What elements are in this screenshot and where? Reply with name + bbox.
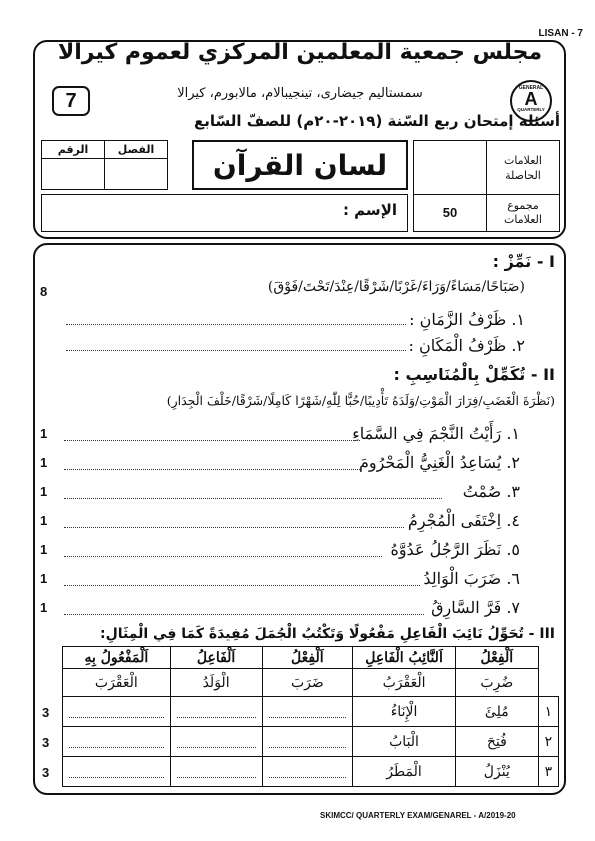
section2-mark-6: 1 [40,571,48,586]
row-subject-cell: الْبَابُ [353,727,456,757]
section3-title: III - تُحَوِّلُ نَائِبَ الْفَاعِلِ مَفْعُولًا وَتَكْتُبُ الْجُمَلَ مُفِيدَةً كَمَا فِي الْمِثَالِ: [100,626,555,642]
example-cell: الْعَقْرَبُ [353,669,456,697]
page-code: LISAN - 7 [538,28,583,39]
section2-item-4: ٤. اِخْتَفَى الْمُجْرِمُ [407,511,520,530]
row-number-cell: ١ [538,697,558,727]
answer-cell[interactable] [170,757,262,787]
marks-obtained-label-box [486,140,560,195]
total-marks-label: مجموع العلامات [504,199,542,226]
section1-item-2: ٢. ظَرْفُ الْمَكَانِ : [408,336,525,355]
section2-mark-3: 1 [40,484,48,499]
header-cell-active-verb: اَلْفِعْلُ [262,647,353,669]
section2-answer-6[interactable] [64,585,420,586]
section2-answer-2[interactable] [64,469,360,470]
section1-word-bank: (صَبَاحًا/مَسَاءً/وَرَاءَ/غَرْبًا/شَرْقًا/عِنْدَ/تَحْتَ/فَوْقَ) [267,279,525,295]
section2-item-3: ٣. صُمْتُ [462,482,520,501]
total-marks-value-box [413,194,487,232]
marks-obtained-label: العلامات الحاصلة [504,154,542,182]
table-row [63,697,559,727]
logo-top-text: GENERAL [518,85,544,91]
class-number: 7 [65,90,77,112]
example-cell: الْعَقْرَبَ [63,669,171,697]
section1-mark: 8 [40,284,48,299]
section3-mark-1: 3 [42,705,50,720]
row-subject-cell: الْمَطَرُ [353,757,456,787]
marks-obtained-value-box [413,140,487,195]
section2-mark-7: 1 [40,600,48,615]
row-number-cell: ٢ [538,727,558,757]
roll-label: الرقم [42,141,104,159]
logo-letter: A [524,89,538,109]
row-verb-cell: يُنْزَلُ [455,757,538,787]
row-verb-cell: فُتِحَ [455,727,538,757]
section2-mark-4: 1 [40,513,48,528]
division-box [104,140,168,190]
footer-code: SKIMCC/ QUARTERLY EXAM/GENAREL - A/2019-20 [320,811,516,820]
section2-mark-5: 1 [40,542,48,557]
section3-mark-3: 3 [42,765,50,780]
class-number-badge [52,86,90,116]
exam-title: أسئلة إمتحان ربع السّنة (٢٠١٩-٢٠م) للصفّ السّابع [194,112,560,130]
answer-cell[interactable] [262,727,353,757]
section2-answer-7[interactable] [64,614,424,615]
section1-answer-2[interactable] [66,350,406,351]
answer-cell[interactable] [63,697,171,727]
section1-item-1: ١. ظَرْفُ الزَّمَانِ : [409,310,525,329]
total-marks-value: 50 [442,205,458,220]
section2-item-5: ٥. نَظَرَ الرَّجُلُ عَدُوَّهُ [390,540,520,559]
answer-cell[interactable] [63,757,171,787]
division-label: الفصل [105,141,167,159]
table-row [63,669,559,697]
section2-item-6: ٦. ضَرَبَ الْوَالِدُ [423,569,520,588]
logo-bottom-text: QUARTERLY [517,107,545,112]
table-header-row [63,647,559,669]
address: سمستاليم جيضارى، تينجيبالام، مالابورم، كيرالا [177,86,423,101]
section2-title: II - تُكَمِّلْ بِالْمُنَاسِبِ : [393,365,555,384]
subject-title: لسان القرآن [212,149,388,182]
section2-answer-3[interactable] [64,498,442,499]
header-cell-object: اَلْمَفْعُولُ بِهِ [63,647,171,669]
header-cell-passive-verb: اَلْفِعْلُ [455,647,538,669]
example-cell: الْوَلَدُ [170,669,262,697]
example-cell: ضَرَبَ [262,669,353,697]
answer-cell[interactable] [262,757,353,787]
header-cell-passive-subject: اَلنَّائِبُ الْفَاعِلِ [353,647,456,669]
row-number-cell: ٣ [538,757,558,787]
org-title: مجلس جمعية المعلمين المركزي لعموم كيرالا [57,40,543,65]
roll-number-box [41,140,105,190]
example-cell: ضُرِبَ [455,669,538,697]
table-row [63,757,559,787]
table-row [63,727,559,757]
answer-cell[interactable] [170,697,262,727]
subject-box [192,140,408,190]
row-number-cell [538,647,558,669]
section2-item-2: ٢. يُسَاعِدُ الْغَنِيُّ الْمَحْرُومَ [358,453,520,472]
section3-table [62,646,559,787]
section2-item-7: ٧. فَرَّ السَّارِقُ [431,598,520,617]
section1-title: I - نَمِّزْ : [492,252,555,271]
section3-mark-2: 3 [42,735,50,750]
name-label: الإسم : [342,201,397,219]
name-box[interactable] [41,194,408,232]
section2-mark-1: 1 [40,426,48,441]
row-number-cell [538,669,558,697]
answer-cell[interactable] [170,727,262,757]
section2-answer-1[interactable] [64,440,360,441]
section2-answer-5[interactable] [64,556,382,557]
section2-answer-4[interactable] [64,527,404,528]
row-verb-cell: مُلِئَ [455,697,538,727]
answer-cell[interactable] [63,727,171,757]
header-cell-agent: اَلْفَاعِلُ [170,647,262,669]
total-marks-label-box [486,194,560,232]
section2-item-1: ١. رَأَيْتُ النَّجْمَ فِي السَّمَاءِ [352,424,520,443]
row-subject-cell: الْإِنَاءُ [353,697,456,727]
answer-cell[interactable] [262,697,353,727]
section2-mark-2: 1 [40,455,48,470]
section2-word-bank: (نَظْرَةَ الْغَضَبِ/فِرَارَ الْمَوْتِ/وَلَدَهُ تَأْدِيبًا/حُبًّا لِلّٰهِ/شَهْرًا كَامِلًا/شَرْقًا/خَلْفَ الْجِدَارِ) [166,393,555,408]
section1-answer-1[interactable] [66,324,406,325]
